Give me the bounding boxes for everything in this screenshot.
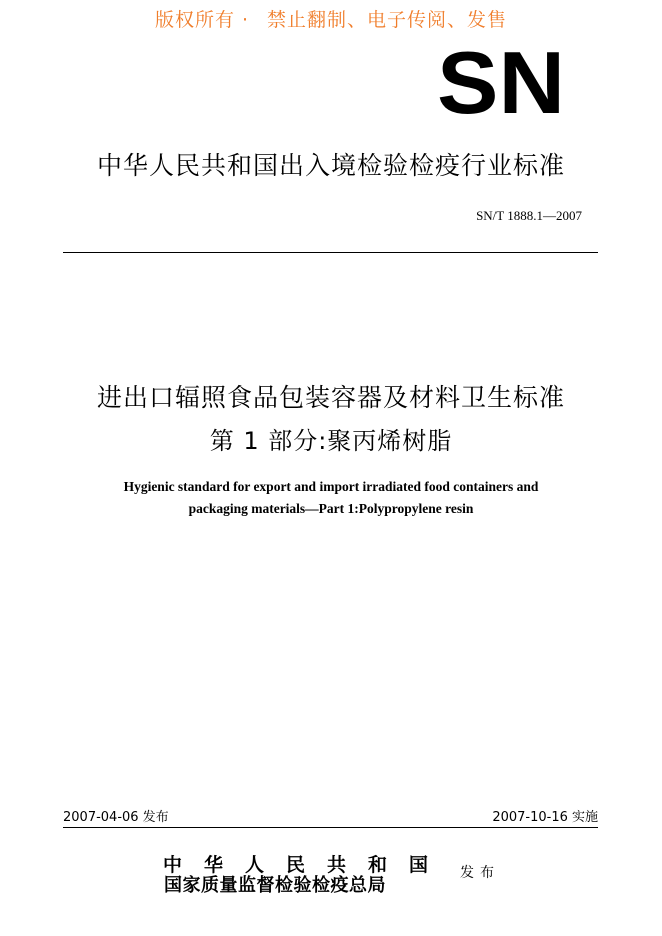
sn-logo [436,50,566,116]
sn-logo-text: SN [437,50,565,116]
copyright-text-2: 禁止翻制、电子传阅、发售 [267,9,508,31]
standard-category: 中华人民共和国出入境检验检疫行业标准 [96,151,565,180]
top-divider [63,252,598,253]
issue-date: 2007-04-06 发布 [63,810,169,825]
publish-label: 发布 [460,865,500,881]
copyright-text-1: 版权所有 · [154,9,250,31]
title-chinese-line-1: 进出口辐照食品包装容器及材料卫生标准 [96,383,565,412]
title-english [60,476,602,520]
title-english-line-2: packaging materials—Part 1:Polypropylene resin [188,501,474,516]
title-english-line-1: Hygienic standard for export and import irradiated food containers and [123,479,539,494]
standard-number: SN/T 1888.1—2007 [476,208,582,223]
copyright-notice [0,5,662,32]
publisher-country: 中华人民共和国 [163,854,451,876]
implementation-date: 2007-10-16 实施 [492,810,598,825]
bottom-divider [63,827,598,828]
title-chinese-line-2: 第 1 部分:聚丙烯树脂 [209,427,453,455]
publisher-agency: 国家质量监督检验检疫总局 [164,875,386,896]
